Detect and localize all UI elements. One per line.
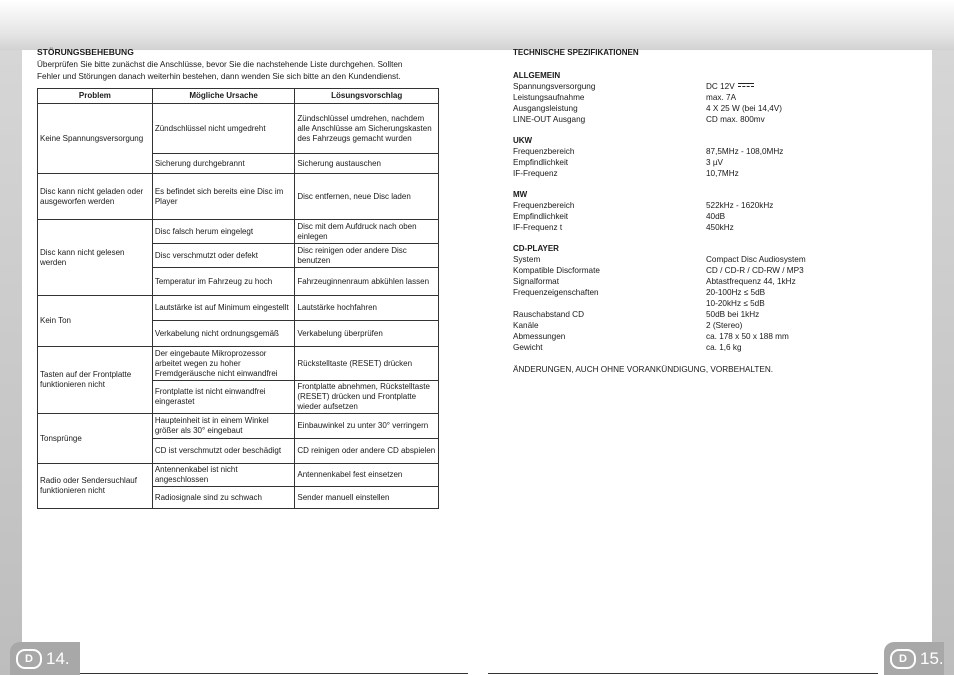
spec-row [513,81,893,92]
spec-value [706,320,893,331]
cause-cell: Haupteinheit ist in einem Winkel größer als 30° eingebaut [152,414,295,439]
header-band [0,0,954,50]
spec-section-heading: UKW [513,136,533,145]
spec-value [706,114,893,125]
footer-rule-right [488,673,878,674]
spec-label: IF-Frequenz t [513,223,563,232]
spec-row [513,168,893,179]
spec-section-heading: MW [513,190,528,199]
spec-row [513,146,893,157]
spec-value-text: Abtastfrequenz 44, 1kHz [706,277,796,286]
change-notice: ÄNDERUNGEN, AUCH OHNE VORANKÜNDIGUNG, VORBEHALTEN. [513,365,774,374]
spec-value-text: max. 7A [706,93,737,102]
solution-cell: Zündschlüssel umdrehen, nachdem alle Anschlüsse am Sicherungskasten des Fahrzeugs gemacht wurden [295,104,439,154]
troubleshooting-title: STÖRUNGSBEHEBUNG [37,47,134,57]
spec-label [513,298,706,309]
solution-cell: Sicherung austauschen [295,154,439,174]
spec-value-text: 4 X 25 W (bei 14,4V) [706,104,782,113]
table-row [38,104,439,154]
spec-value-text: CD max. 800mv [706,115,765,124]
spec-value-text: 10-20kHz ≤ 5dB [706,299,765,308]
right-margin-bar [932,50,954,675]
page-number-right [884,642,944,675]
spec-label: Rauschabstand CD [513,310,584,319]
solution-cell: Antennenkabel fest einsetzen [295,464,439,487]
spec-label: System [513,255,541,264]
problem-cell: Tasten auf der Frontplatte funktionieren nicht [38,347,153,414]
table-row [38,296,439,321]
spec-row [513,103,893,114]
dc-current-icon [738,83,754,90]
spec-value-text: 10,7MHz [706,169,739,178]
spec-row [513,92,893,103]
spec-row [513,211,893,222]
spec-label: Frequenzeigenschaften [513,288,599,297]
spec-row [513,265,893,276]
spec-label: Kompatible Discformate [513,266,600,275]
troubleshooting-table [37,88,439,509]
spec-label: Abmessungen [513,332,566,341]
problem-cell: Kein Ton [38,296,153,347]
solution-cell: Rückstelltaste (RESET) drücken [295,347,439,381]
spec-value [706,298,893,309]
spec-row [513,157,893,168]
spec-row [513,298,893,309]
spec-value-text: ca. 178 x 50 x 188 mm [706,332,789,341]
spec-label: Frequenzbereich [513,201,575,210]
spec-section-heading: ALLGEMEIN [513,71,561,80]
spec-value [706,211,893,222]
cause-cell: Verkabelung nicht ordnungsgemäß [152,321,295,347]
spec-label: Spannungsversorgung [513,82,596,91]
spec-value [706,222,893,233]
solution-cell: Frontplatte abnehmen, Rückstelltaste (RESET) drücken und Frontplatte wieder aufsetzen [295,381,439,414]
specifications-section [513,47,893,375]
spec-value-text: 522kHz - 1620kHz [706,201,774,210]
page-number-left [10,642,80,675]
spec-label: Empfindlichkeit [513,212,569,221]
specifications-title: TECHNISCHE SPEZIFIKATIONEN [513,48,639,57]
cause-cell: Antennenkabel ist nicht angeschlossen [152,464,295,487]
spec-value [706,157,893,168]
spec-row [513,287,893,298]
solution-cell: Lautstärke hochfahren [295,296,439,321]
header-problem: Problem [38,89,153,104]
solution-cell: Fahrzeuginnenraum abkühlen lassen [295,268,439,296]
spec-label: Signalformat [513,277,559,286]
spec-row [513,342,893,353]
spec-value [706,309,893,320]
table-header-row [38,89,439,104]
page-number-text: 14. [46,648,70,668]
spec-value-text: Compact Disc Audiosystem [706,255,806,264]
spec-value-text: 87,5MHz - 108,0MHz [706,147,784,156]
problem-cell: Disc kann nicht geladen oder ausgeworfen werden [38,174,153,220]
solution-cell: Sender manuell einstellen [295,487,439,509]
cause-cell: Es befindet sich bereits eine Disc im Player [152,174,295,220]
problem-cell: Radio oder Sendersuchlauf funktionieren nicht [38,464,153,509]
problem-cell: Disc kann nicht gelesen werden [38,220,153,296]
spec-row [513,309,893,320]
spec-value-text: 3 µV [706,158,724,167]
solution-cell: Disc entfernen, neue Disc laden [295,174,439,220]
solution-cell: Einbauwinkel zu unter 30° verringern [295,414,439,439]
left-margin-bar [0,50,22,675]
language-badge: D [890,649,916,669]
spec-value [706,81,893,92]
spec-row [513,320,893,331]
cause-cell: Temperatur im Fahrzeug zu hoch [152,268,295,296]
cause-cell: Disc verschmutzt oder defekt [152,244,295,268]
spec-value-text: 50dB bei 1kHz [706,310,760,319]
table-row [38,347,439,381]
spec-value [706,92,893,103]
spec-value [706,287,893,298]
solution-cell: Verkabelung überprüfen [295,321,439,347]
page-number-text: 15. [920,648,944,668]
spec-label: Kanäle [513,321,539,330]
cause-cell: Zündschlüssel nicht umgedreht [152,104,295,154]
cause-cell: Frontplatte ist nicht einwandfrei eingerastet [152,381,295,414]
spec-value [706,168,893,179]
spec-value-text: 40dB [706,212,726,221]
spec-row [513,114,893,125]
spec-label: Empfindlichkeit [513,158,569,167]
spec-label: IF-Frequenz [513,169,558,178]
spec-value-text: 450kHz [706,223,734,232]
solution-cell: CD reinigen oder andere CD abspielen [295,439,439,464]
spec-value [706,103,893,114]
spec-value [706,331,893,342]
cause-cell: Lautstärke ist auf Minimum eingestellt [152,296,295,321]
table-row [38,414,439,439]
spec-row [513,200,893,211]
table-row [38,174,439,220]
language-badge: D [16,649,42,669]
cause-cell: Disc falsch herum eingelegt [152,220,295,244]
cause-cell: CD ist verschmutzt oder beschädigt [152,439,295,464]
intro-line-2: Fehler und Störungen danach weiterhin bestehen, dann wenden Sie sich bitte an den Kundendienst. [37,72,401,81]
cause-cell: Sicherung durchgebrannt [152,154,295,174]
table-row [38,220,439,244]
cause-cell: Der eingebaute Mikroprozessor arbeitet wegen zu hoher Fremdgeräusche nicht einwandfrei [152,347,295,381]
spec-label: Leistungsaufnahme [513,93,585,102]
spec-label: Frequenzbereich [513,147,575,156]
cause-cell: Radiosignale sind zu schwach [152,487,295,509]
spec-value [706,276,893,287]
header-solution: Lösungsvorschlag [295,89,439,104]
spec-label: Ausgangsleistung [513,104,578,113]
intro-line-1: Überprüfen Sie bitte zunächst die Anschlüsse, bevor Sie die nachstehende Liste durchgehen. Sollten [37,60,403,69]
spec-value-text: 2 (Stereo) [706,321,743,330]
spec-value-text: 20-100Hz ≤ 5dB [706,288,766,297]
solution-cell: Disc mit dem Aufdruck nach oben einlegen [295,220,439,244]
spec-value-text: ca. 1,6 kg [706,343,742,352]
spec-row [513,254,893,265]
spec-value [706,342,893,353]
spec-value [706,146,893,157]
header-cause: Mögliche Ursache [152,89,295,104]
spec-section-heading: CD-PLAYER [513,244,559,253]
solution-cell: Disc reinigen oder andere Disc benutzen [295,244,439,268]
table-row [38,464,439,487]
problem-cell: Keine Spannungsversorgung [38,104,153,174]
spec-value [706,200,893,211]
problem-cell: Tonsprünge [38,414,153,464]
footer-rule-left [78,673,468,674]
spec-value [706,254,893,265]
spec-value-text: DC 12V [706,82,735,91]
troubleshooting-section [37,47,439,83]
spec-value-text: CD / CD-R / CD-RW / MP3 [706,266,804,275]
spec-value [706,265,893,276]
spec-row [513,222,893,233]
spec-row [513,331,893,342]
spec-label: LINE-OUT Ausgang [513,115,586,124]
spec-row [513,276,893,287]
spec-label: Gewicht [513,343,543,352]
